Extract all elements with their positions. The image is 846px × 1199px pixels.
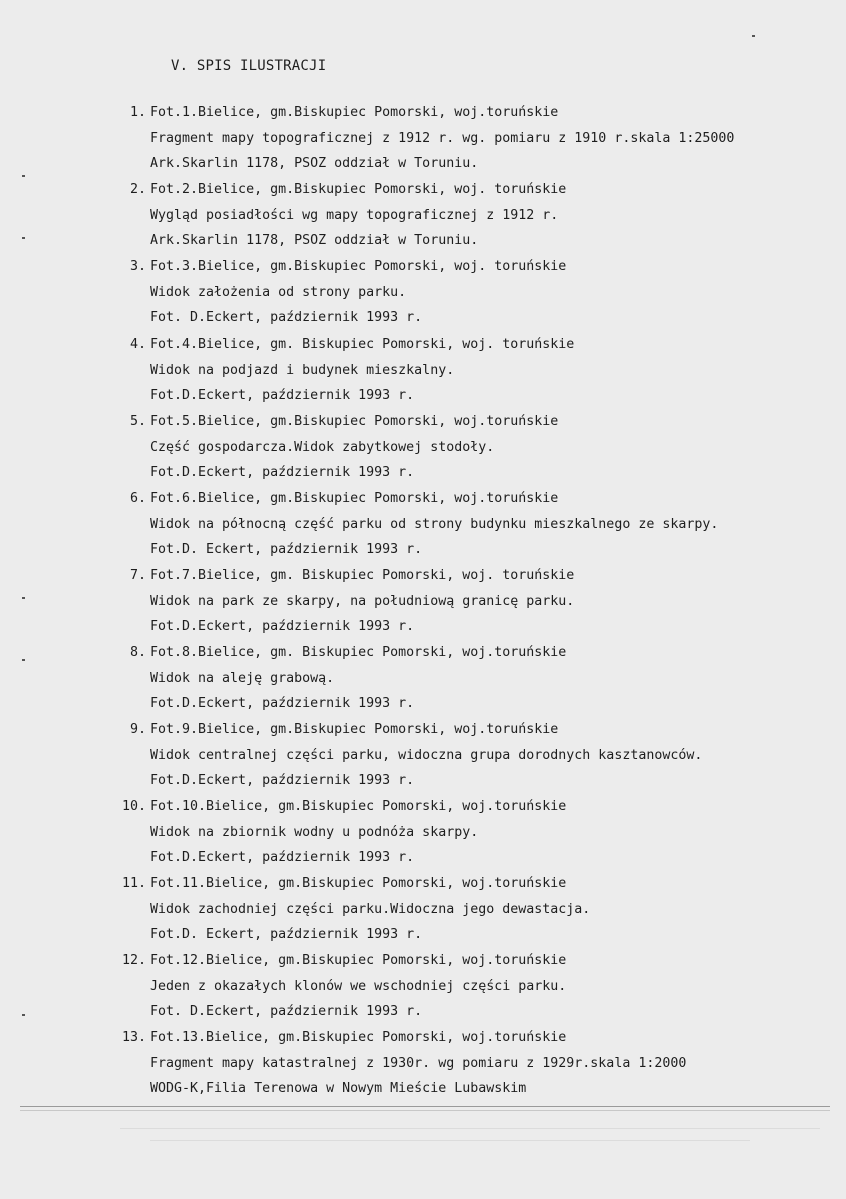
list-item	[0, 335, 846, 413]
photo-description: Fragment mapy topograficznej z 1912 r. wg. pomiaru z 1910 r.skala 1:25000	[150, 130, 735, 146]
margin-mark	[22, 659, 25, 661]
photo-description: Część gospodarcza.Widok zabytkowej stodoły.	[150, 439, 495, 455]
photo-caption: Fot.4.Bielice, gm. Biskupiec Pomorski, woj. toruńskie	[150, 337, 575, 352]
page-divider-shadow	[20, 1110, 830, 1111]
photo-caption: Fot.13.Bielice, gm.Biskupiec Pomorski, woj.toruńskie	[150, 1030, 567, 1045]
margin-mark	[22, 1014, 25, 1016]
item-number: 10.	[121, 799, 146, 814]
photo-description: Widok centralnej części parku, widoczna grupa dorodnych kasztanowców.	[150, 747, 703, 763]
photo-caption: Fot.7.Bielice, gm. Biskupiec Pomorski, woj. toruńskie	[150, 568, 575, 583]
item-number: 3.	[129, 259, 146, 274]
item-number: 5.	[129, 414, 146, 429]
photo-description: Wygląd posiadłości wg mapy topograficznej z 1912 r.	[150, 207, 559, 223]
photo-caption: Fot.5.Bielice, gm.Biskupiec Pomorski, woj.toruńskie	[150, 414, 559, 429]
margin-mark	[22, 175, 25, 177]
list-item	[0, 720, 846, 798]
section-heading: V. SPIS ILUSTRACJI	[171, 58, 327, 74]
photo-source: Fot.D. Eckert, październik 1993 r.	[150, 542, 423, 557]
item-number: 7.	[129, 568, 146, 583]
item-number: 11.	[121, 876, 146, 891]
photo-description: Widok na podjazd i budynek mieszkalny.	[150, 362, 455, 378]
item-number: 2.	[129, 182, 146, 197]
photo-description: Jeden z okazałych klonów we wschodniej części parku.	[150, 978, 567, 994]
item-number: 8.	[129, 645, 146, 660]
item-number: 4.	[129, 337, 146, 352]
photo-caption: Fot.6.Bielice, gm.Biskupiec Pomorski, woj.toruńskie	[150, 491, 559, 506]
photo-source: WODG-K,Filia Terenowa w Nowym Mieście Lubawskim	[150, 1081, 527, 1096]
list-item	[0, 643, 846, 721]
photo-source: Fot. D.Eckert, październik 1993 r.	[150, 310, 423, 325]
margin-mark	[22, 237, 25, 239]
photo-source: Fot. D.Eckert, październik 1993 r.	[150, 1004, 423, 1019]
photo-source: Fot.D.Eckert, październik 1993 r.	[150, 696, 415, 711]
photo-source: Fot.D.Eckert, październik 1993 r.	[150, 388, 415, 403]
photo-source: Fot.D.Eckert, październik 1993 r.	[150, 619, 415, 634]
bleed-through-line	[120, 1128, 820, 1129]
list-item	[0, 103, 846, 181]
list-item	[0, 180, 846, 258]
photo-caption: Fot.10.Bielice, gm.Biskupiec Pomorski, woj.toruńskie	[150, 799, 567, 814]
list-item	[0, 412, 846, 490]
list-item	[0, 257, 846, 335]
photo-source: Fot.D.Eckert, październik 1993 r.	[150, 773, 415, 788]
item-number: 12.	[121, 953, 146, 968]
photo-source: Ark.Skarlin 1178, PSOZ oddział w Toruniu.	[150, 156, 479, 171]
photo-caption: Fot.12.Bielice, gm.Biskupiec Pomorski, woj.toruńskie	[150, 953, 567, 968]
list-item	[0, 566, 846, 644]
photo-description: Fragment mapy katastralnej z 1930r. wg pomiaru z 1929r.skala 1:2000	[150, 1055, 687, 1071]
margin-mark	[752, 35, 755, 37]
photo-caption: Fot.8.Bielice, gm. Biskupiec Pomorski, woj.toruńskie	[150, 645, 567, 660]
list-item	[0, 874, 846, 952]
photo-source: Fot.D.Eckert, październik 1993 r.	[150, 465, 415, 480]
photo-source: Fot.D.Eckert, październik 1993 r.	[150, 850, 415, 865]
margin-mark	[22, 597, 25, 599]
bleed-through-line	[150, 1140, 750, 1141]
photo-description: Widok zachodniej części parku.Widoczna jego dewastacja.	[150, 901, 591, 917]
photo-description: Widok na północną część parku od strony budynku mieszkalnego ze skarpy.	[150, 516, 719, 532]
photo-caption: Fot.2.Bielice, gm.Biskupiec Pomorski, woj. toruńskie	[150, 182, 567, 197]
photo-description: Widok na zbiornik wodny u podnóża skarpy.	[150, 824, 479, 840]
item-number: 13.	[121, 1030, 146, 1045]
photo-caption: Fot.11.Bielice, gm.Biskupiec Pomorski, woj.toruńskie	[150, 876, 567, 891]
photo-source: Fot.D. Eckert, październik 1993 r.	[150, 927, 423, 942]
photo-caption: Fot.3.Bielice, gm.Biskupiec Pomorski, woj. toruńskie	[150, 259, 567, 274]
list-item	[0, 797, 846, 875]
page-divider	[20, 1106, 830, 1107]
photo-caption: Fot.1.Bielice, gm.Biskupiec Pomorski, woj.toruńskie	[150, 105, 559, 120]
photo-description: Widok założenia od strony parku.	[150, 284, 407, 300]
item-number: 1.	[129, 105, 146, 120]
item-number: 6.	[129, 491, 146, 506]
item-number: 9.	[129, 722, 146, 737]
list-item	[0, 489, 846, 567]
photo-source: Ark.Skarlin 1178, PSOZ oddział w Toruniu.	[150, 233, 479, 248]
photo-caption: Fot.9.Bielice, gm.Biskupiec Pomorski, woj.toruńskie	[150, 722, 559, 737]
photo-description: Widok na park ze skarpy, na południową granicę parku.	[150, 593, 575, 609]
list-item	[0, 1028, 846, 1106]
list-item	[0, 951, 846, 1029]
photo-description: Widok na aleję grabową.	[150, 670, 335, 686]
